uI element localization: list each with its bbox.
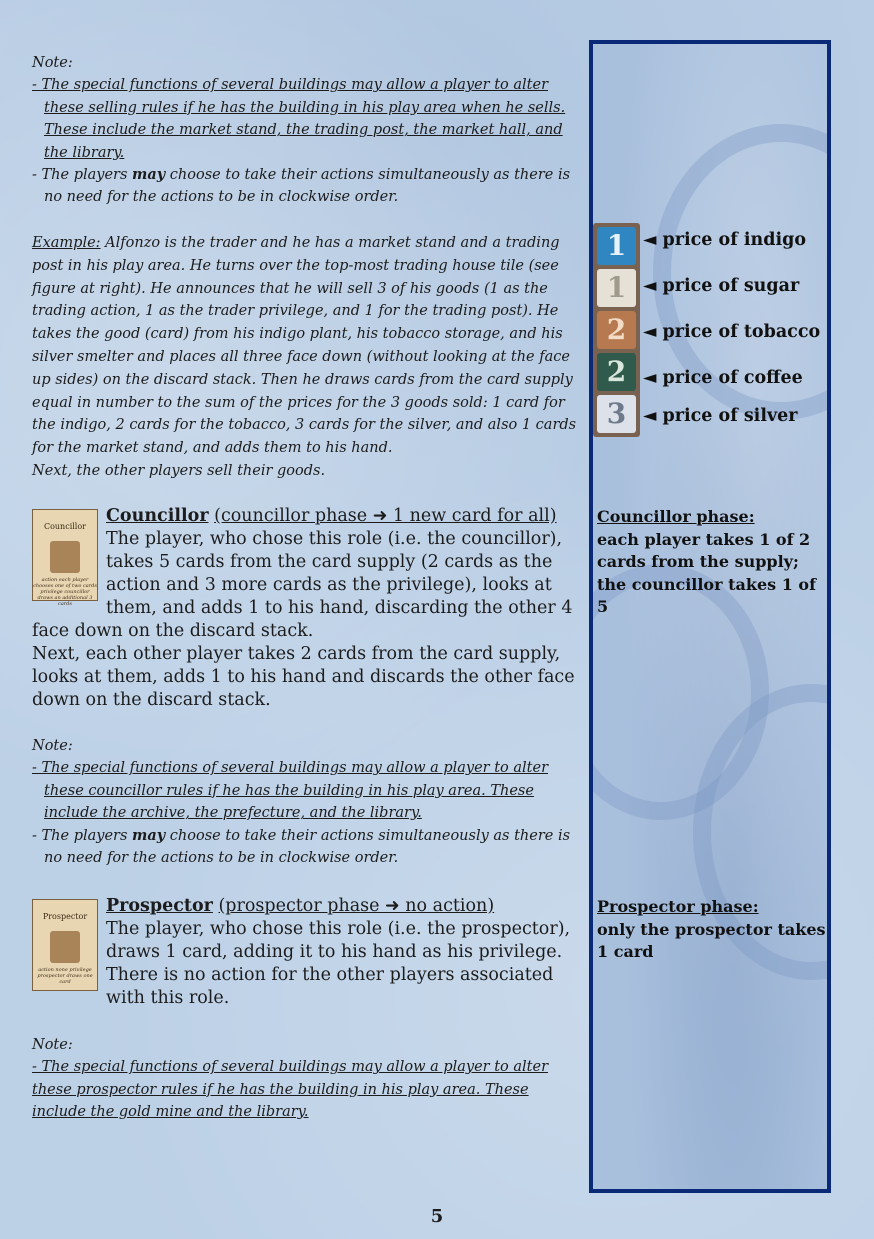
note-label: Note: [32,738,73,754]
price-label-coffee: ◄ price of coffee [643,368,803,388]
note-item-simultaneous [32,825,572,870]
example-next: Next, the other players sell their goods. [32,462,326,479]
councillor-title-line [32,505,577,528]
note-selling-rules [32,52,572,209]
price-tile-coffee [597,353,636,391]
note-bold-word: may [132,826,166,844]
councillor-card-image [32,509,98,607]
tile-value: 2 [606,313,627,346]
sidebar-heading: Prospector phase: [597,897,759,916]
price-label-tobacco: ◄ price of tobacco [643,322,821,342]
sidebar-councillor-summary [597,506,832,619]
role-title: Prospector [106,896,213,916]
note-bold-word: may [132,166,166,184]
note-prospector-rules [32,1034,572,1124]
price-tile-silver [597,395,636,433]
role-body: The player, who chose this role (i.e. the prospector), draws 1 card, adding it to his hand as his privilege. There is no action for the other players associated with this role. [106,919,571,1008]
role-body: The player, who chose this role (i.e. the councillor), takes 5 cards from the card supply (2 cards as the action and 3 more cards as the privilege), looks at them, and adds 1 to his hand, discarding the other 4 face down on the discard stack. [32,529,573,641]
card-text: action none privilege prospector draws one card [37,967,93,985]
price-tile-sugar [597,269,636,307]
note-text: - The players [32,167,133,184]
card-text: action each player chooses one of two cards privilege councillor draws an additional 3 cards [33,577,97,607]
note-label: Note: [32,1037,73,1053]
role-subtitle: (prospector phase ➜ no action) [218,896,495,916]
tile-value: 3 [606,397,627,430]
trading-house-tile [593,223,640,437]
sidebar-text: only the prospector takes 1 card [597,919,826,961]
note-item-buildings: - The special functions of several buildings may allow a player to alter these prospector rules if he has the building in his play area. These include the gold mine and the library. [32,1059,549,1121]
role-subtitle: (councillor phase ➜ 1 new card for all) [214,506,557,526]
card-name: Councillor [43,522,87,531]
card-name: Prospector [42,912,88,921]
sidebar-text: each player takes 1 of 2 cards from the supply; the councillor takes 1 of 5 [597,529,816,616]
note-label: Note: [32,55,73,71]
prospector-card-image [32,899,98,991]
price-tile-tobacco [597,311,636,349]
example-text: Alfonzo is the trader and he has a market stand and a trading post in his play area. He turns over the top-most trading house tile (see figure at right). He announces that he will sell 3 of his goods (1 as the trading action, 1 as the trader privilege, and 1 for the trading post). He takes the good (card) from his indigo plant, his tobacco storage, and his silver smelter and places all three face down (without looking at the face up sides) on the discard stack. Then he draws cards from the card supply equal in number to the sum of the prices for the 3 goods sold: 1 card for the indigo, 2 cards for the tobacco, 3 cards for the silver, and also 1 cards for the market stand, and adds them to his hand. [32,235,577,457]
sidebar-heading: Councillor phase: [597,507,755,526]
role-body-2: Next, each other player takes 2 cards from the card supply, looks at them, adds 1 to his hand and discards the other face down on the discard stack. [32,644,575,710]
tile-value: 1 [606,229,627,262]
note-text: choose to take their actions simultaneously as there is no need for the actions to be in clockwise order. [44,827,571,867]
tile-value: 2 [606,355,627,388]
note-text: - The players [32,827,133,844]
price-label-sugar: ◄ price of sugar [643,276,800,296]
role-title: Councillor [106,506,209,526]
sidebar-prospector-summary [597,896,832,964]
note-councillor-rules [32,735,572,869]
pickaxe-icon [50,931,80,963]
note-item-buildings: - The special functions of several buildings may allow a player to alter these selling rules if he has the building in his play area when he sells. These include the market stand, the trading post, the market hall, and the library. [32,77,566,161]
page-number: 5 [430,1206,444,1227]
tile-value: 1 [606,271,627,304]
prospector-section [32,895,577,1010]
note-text: choose to take their actions simultaneously as there is no need for the actions to be in clockwise order. [44,167,571,206]
price-label-silver: ◄ price of silver [643,406,798,426]
example-paragraph [32,232,580,460]
note-item-simultaneous [32,164,572,209]
councillor-section [32,505,577,712]
price-label-indigo: ◄ price of indigo [643,230,806,250]
scroll-icon [50,541,80,573]
example-block [32,232,580,483]
price-tile-indigo [597,227,636,265]
note-item-buildings: - The special functions of several buildings may allow a player to alter these councillor rules if he has the building in his play area. These include the archive, the prefecture, and the library. [32,760,549,822]
prospector-title-line [32,895,577,918]
example-label: Example: [32,235,101,251]
